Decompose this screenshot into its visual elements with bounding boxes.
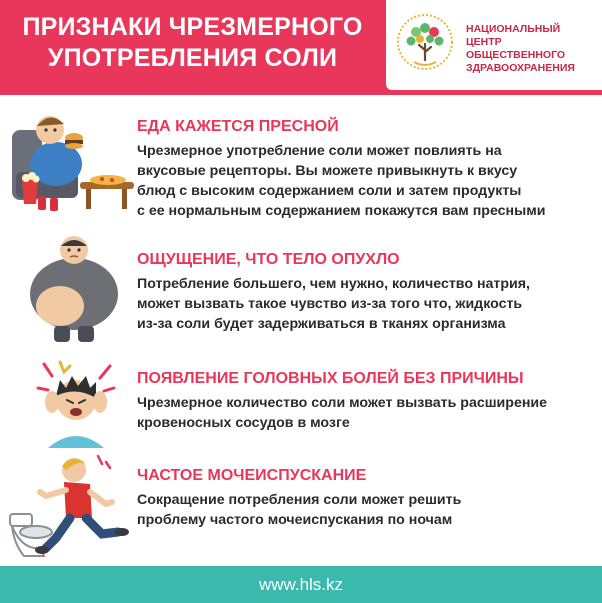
section-title: ОЩУЩЕНИЕ, ЧТО ТЕЛО ОПУХЛО — [137, 251, 400, 268]
website-link[interactable]: www.hls.kz — [258, 575, 344, 594]
section-body: Потребление большего, чем нужно, количество натрия, может вызвать такое чувство из-за того что, жидкость из-за соли будет задерживаться в тканях организма — [137, 276, 530, 332]
toilet-running-man-icon — [6, 452, 130, 560]
section-title: ПОЯВЛЕНИЕ ГОЛОВНЫХ БОЛЕЙ БЕЗ ПРИЧИНЫ — [137, 370, 524, 387]
footer-bar — [0, 566, 602, 603]
section-body: Сокращение потребления соли может решить проблему частого мочеиспускания по ночам — [137, 492, 462, 528]
headache-man-icon — [30, 358, 122, 452]
section-body: Чрезмерное количество соли может вызвать расширение кровеносных сосудов в мозге — [137, 395, 548, 431]
section-title: ЕДА КАЖЕТСЯ ПРЕСНОЙ — [137, 118, 339, 135]
tree-logo-icon — [394, 8, 456, 80]
header-banner — [0, 0, 602, 95]
logo-block — [386, 0, 602, 90]
section-title: ЧАСТОЕ МОЧЕИСПУСКАНИЕ — [137, 467, 367, 484]
logo-text: НАЦИОНАЛЬНЫЙ ЦЕНТР ОБЩЕСТВЕННОГО ЗДРАВООХРАНЕНИЯ — [466, 23, 575, 74]
section-body: Чрезмерное употребление соли может повлиять на вкусовые рецепторы. Вы можете привыкнуть к вкусу блюд с высоким содержанием соли и затем продукты с ее нормальным содержанием покажутся вам пресными — [137, 143, 546, 219]
swollen-man-icon — [20, 232, 128, 344]
fast-food-eater-icon — [8, 100, 136, 220]
page-title: ПРИЗНАКИ ЧРЕЗМЕРНОГО УПОТРЕБЛЕНИЯ СОЛИ — [22, 13, 363, 72]
